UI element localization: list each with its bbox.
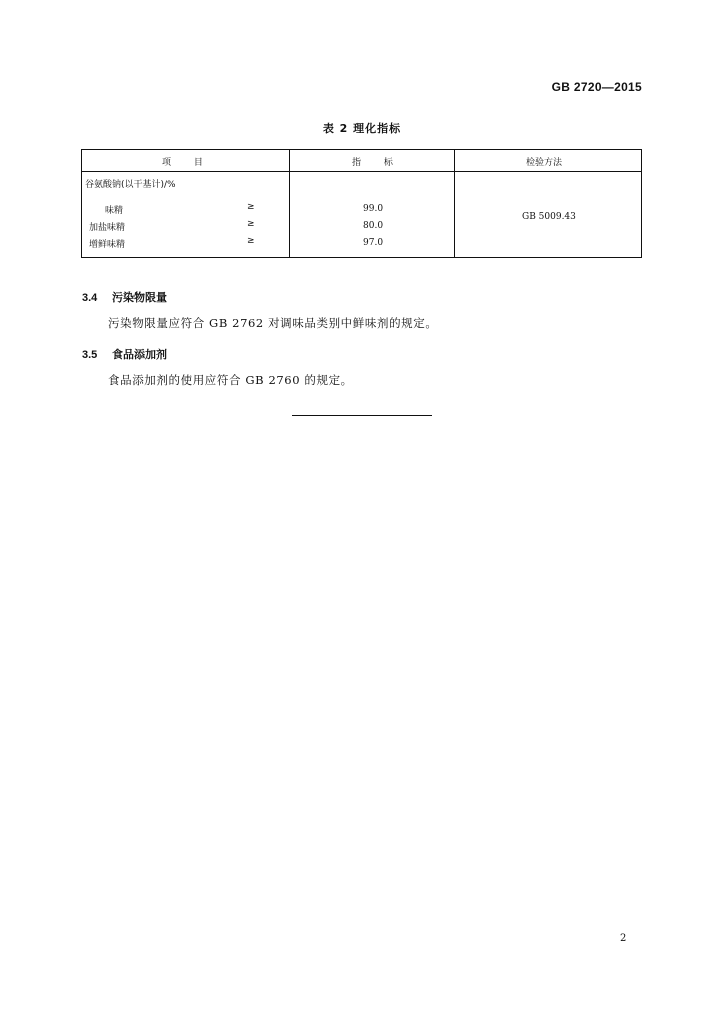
section-heading xyxy=(82,346,167,362)
section-title: 污染物限量 xyxy=(112,291,167,304)
table-column-divider xyxy=(289,150,290,257)
table-row-value: 97.0 xyxy=(363,238,384,248)
table-row-operator: ≥ xyxy=(247,219,255,229)
table-header-value: 指 标 xyxy=(352,158,393,168)
table-group-label: 谷氨酸钠(以干基计)/% xyxy=(85,180,176,190)
section-heading xyxy=(82,289,167,305)
section-number: 3.4 xyxy=(82,292,98,304)
physicochemical-table xyxy=(81,149,642,258)
end-of-document-rule xyxy=(292,415,432,416)
table-row-item: 味精 xyxy=(105,206,124,216)
standard-code: GB 2720—2015 xyxy=(551,80,642,94)
table-method: GB 5009.43 xyxy=(522,212,576,222)
section-paragraph: 污染物限量应符合 GB 2762 对调味品类别中鲜味剂的规定。 xyxy=(108,316,438,330)
table-row-item: 增鲜味精 xyxy=(89,240,126,250)
table-row-value: 80.0 xyxy=(363,221,384,231)
page-number: 2 xyxy=(620,933,627,944)
table-row-value: 99.0 xyxy=(363,204,384,214)
table-caption: 表 2 理化指标 xyxy=(322,122,402,135)
table-header-method: 检验方法 xyxy=(526,158,563,168)
table-header-item: 项 目 xyxy=(162,158,203,168)
table-column-divider xyxy=(454,150,455,257)
section-paragraph: 食品添加剂的使用应符合 GB 2760 的规定。 xyxy=(108,373,353,387)
table-row-operator: ≥ xyxy=(247,236,255,246)
section-number: 3.5 xyxy=(82,349,98,361)
section-title: 食品添加剂 xyxy=(112,348,167,361)
table-row-operator: ≥ xyxy=(247,202,255,212)
table-row-item: 加盐味精 xyxy=(89,223,126,233)
table-header-divider xyxy=(82,171,641,172)
